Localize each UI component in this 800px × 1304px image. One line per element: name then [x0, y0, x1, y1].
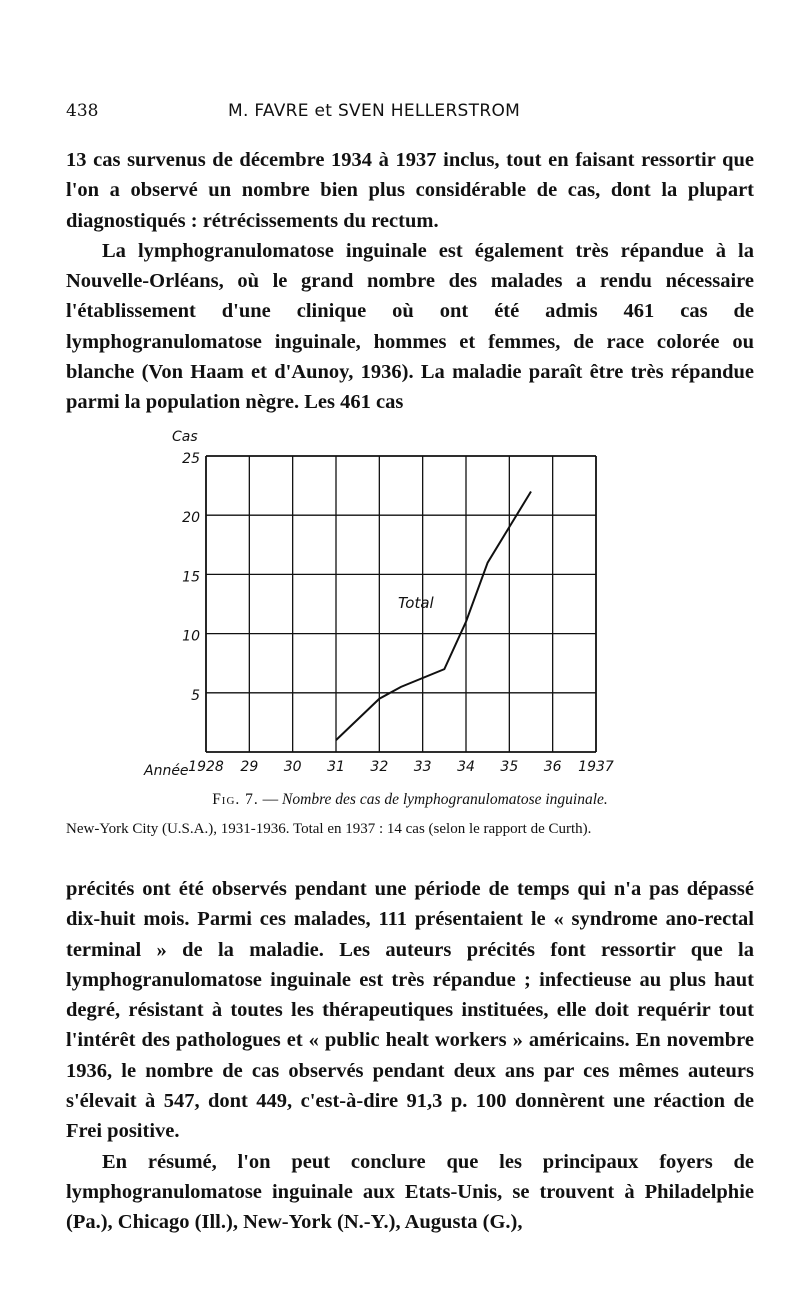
paragraph: 13 cas survenus de décembre 1934 à 1937 inclus, tout en faisant ressortir que l'on a observé un nombre bien plus considérable de cas, dont la plupart diagnostiqués : rétrécissements du rectum.: [66, 149, 754, 232]
x-tick-label: 30: [283, 759, 302, 775]
x-axis-label: Année: [144, 763, 189, 779]
x-tick-label: 36: [543, 759, 562, 775]
paragraph: En résumé, l'on peut conclure que les principaux foyers de lymphogranulomatose inguinale aux Etats-Unis, se trouvent à Philadelphie (Pa.), Chicago (Ill.), New-York (N.-Y.), Augusta (G.),: [66, 1150, 754, 1234]
figure-label: Fig. 7.: [212, 791, 259, 808]
x-axis-ticks: [188, 759, 614, 775]
y-axis-label: Cas: [172, 429, 198, 445]
x-tick-label: 1937: [578, 759, 614, 775]
figure-title: Nombre des cas de lymphogranulomatose inguinale.: [282, 791, 608, 808]
paragraph: précités ont été observés pendant une période de temps qui n'a pas dépassé dix-huit mois. Parmi ces malades, 111 présentaient le « syndrome ano-rectal terminal » de la maladie. Les auteurs précités font ressortir que la lymphogranulomatose inguinale est très répandue ; infectieuse au plus haut degré, résistant à toutes les thérapeutiques instituées, elle doit requérir tout l'intérêt des pathologues et « public healt workers » américains. En novembre 1936, le nombre de cas observés pendant deux ans par ces mêmes auteurs s'élevait à 547, dont 449, c'est-à-dire 91,3 p. 100 donnèrent une réaction de Frei positive.: [66, 878, 754, 1143]
x-tick-label: 35: [500, 759, 519, 775]
y-tick-label: 10: [182, 628, 200, 645]
x-tick-label: 1928: [188, 759, 224, 775]
paragraph: La lymphogranulomatose inguinale est également très répandue à la Nouvelle-Orléans, où le grand nombre des malades a rendu nécessaire l'établissement d'une clinique où ont été admis 461 cas de lymphogranulomatose inguinale, hommes et femmes, de race colorée ou blanche (Von Haam et d'Aunoy, 1936). La maladie paraît être très répandue parmi la population nègre. Les 461 cas: [66, 239, 754, 414]
figure-subcaption: New-York City (U.S.A.), 1931-1936. Total en 1937 : 14 cas (selon le rapport de Curth).: [66, 821, 592, 837]
y-tick-label: 15: [182, 569, 200, 586]
body-text-top: [66, 145, 754, 418]
x-tick-label: 34: [457, 759, 475, 775]
figure-caption: Fig. 7. — Nombre des cas de lymphogranulomatose inguinale.: [212, 791, 608, 808]
y-tick-label: 5: [191, 687, 200, 704]
x-tick-label: 33: [413, 759, 432, 775]
series-label-total: Total: [398, 594, 434, 612]
x-tick-label: 31: [327, 759, 345, 775]
y-axis-ticks: [182, 451, 200, 704]
page-number: 438: [66, 101, 99, 121]
body-text-bottom: [66, 874, 754, 1238]
line-chart: [140, 420, 620, 780]
series-line-total: [336, 492, 531, 741]
x-tick-label: 29: [240, 759, 259, 775]
running-title: M. FAVRE et SVEN HELLERSTROM: [228, 101, 521, 121]
x-tick-label: 32: [370, 759, 389, 775]
y-tick-label: 20: [182, 510, 200, 527]
y-tick-label: 25: [182, 451, 200, 467]
page-header: [66, 101, 746, 129]
